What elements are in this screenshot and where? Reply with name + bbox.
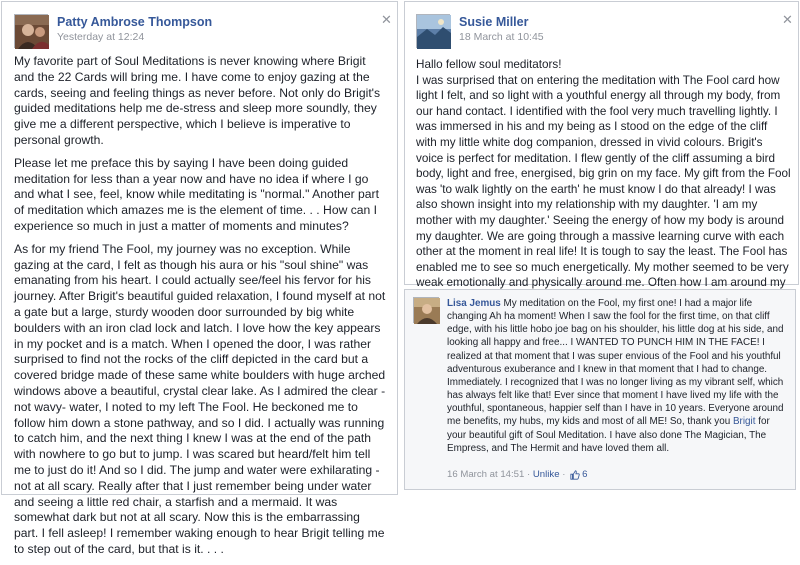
- close-icon[interactable]: ✕: [782, 12, 793, 27]
- profile-photo-icon: [414, 298, 440, 324]
- close-icon[interactable]: ✕: [381, 12, 392, 27]
- like-count[interactable]: 6: [582, 469, 588, 480]
- thumbs-up-icon[interactable]: [570, 470, 580, 480]
- avatar[interactable]: [416, 14, 450, 48]
- post-paragraph: As for my friend The Fool, my journey was no exception. While gazing at the card, I felt as though his aura or his "soul shine" was emanating from his heart. I could actually see/feel his fervor for his journey. After Brigit's beautiful guided relaxation, I found myself at not a gate but a large, sturdy wooden door surrounded by big white boulders with an iron clad lock and latch. I love how the key appears in my pocket and is a match. When I opened the door, I was rather surprised to find not the rocks of the cliff depicted in the card but a covered bridge made of these same white boulders with huge arched windows above a beautiful, crystal clear lake. As I admired the clear - not wavy- water, I noted to my left The Fool. He beckoned me to follow him down a stone pathway, and so I did. I actually was running to catch him, and the next thing I knew I was at the end of the path with nowhere to go but to jump. I was scared but heard/felt him tell me to just do it! And so I did. The jump and water were exhilarating - not at all scary. Really after that I just remember being under water and seeing a little red chair, a starfish and a mermaid. It was somewhat dark but not at all scary. Now this is the embarrassing part. I fell asleep! I remember waking enough to hear Brigit telling me to step out of the card, but that is it. . . .: [14, 241, 386, 556]
- avatar[interactable]: [14, 14, 48, 48]
- comment-text: [447, 297, 787, 455]
- post-header: [416, 14, 544, 48]
- author-name[interactable]: Patty Ambrose Thompson: [57, 15, 213, 29]
- post-text: [14, 54, 386, 565]
- comment-footer: [447, 469, 587, 480]
- post-meta: [459, 14, 544, 44]
- tagged-user-link[interactable]: Brigit: [732, 416, 756, 428]
- post-meta: [57, 14, 212, 44]
- comment-body: My meditation on the Fool, my first one! I had a major life changing Ah ha moment! When I saw the fool for the first time, on that cliff edge, with his little hobo joe bag on his shoulder, his little dog at his side, and looking all happy and free... I WANTED TO PUNCH HIM IN THE FACE! I realized at that moment that I was super envious of the Fool and his youthful adventurous exuberance and I knew in that moment that I had to change. Immediately. I recognized that I was no longer living as my vibrant self, which has always felt like that! Ever since that moment I have lived my life with the youthful, spontaneous, happier self than I have in 10 years. Everyone around me benefits, my hubs, my kids and most of all ME! So, thank you: [447, 298, 784, 428]
- author-name[interactable]: Susie Miller: [459, 15, 529, 29]
- post-paragraph: Please let me preface this by saying I have been doing guided meditation for less than a year now and have no idea if where I go and what I see, feel, know while meditating is "normal." Another part of meditation which amazes me is the element of time. . . How can I experience so much in just a matter of moments and minutes?: [14, 155, 379, 233]
- separator: ·: [559, 469, 569, 480]
- separator: ·: [524, 469, 533, 480]
- post-timestamp[interactable]: Yesterday at 12:24: [57, 31, 145, 43]
- comment-timestamp[interactable]: 16 March at 14:51: [447, 469, 525, 480]
- comment-card-lisa: [404, 289, 796, 490]
- post-paragraph: Hallo fellow soul meditators! I was surprised that on entering the meditation with The Fool card how light I felt, and so light with a youthful energy all through my body, from our hand contact. I identified with the fool very much travelling lightly. I was immersed in his and my being as I stood on the edge of the cliff with my little white dog companion, dressed in vivid colours. Brigit's voice is perfect for meditation. I flew gently of the cliff assuming a bird body, light and free, energised, big grin on my face. My gift from the Fool was 'to walk lightly on the earth' he must know I do that already! I was also shown insight into my relationship with my daughter. 'I am my mother with my daughter.' Seeing the energy of how my body is around my daughter. We are going through a massive learning curve with each other at the moment in real life! It is tough to say the least. The Fool has enabled me to see so much energetically. My mother seemed to be very weak emotionally and physically around me. Often how I am around my: [416, 58, 791, 290]
- comment-body-end: for your beautiful gift of Soul Meditation. I have also done The Magician, The Empress, and The Hermit and have loved them all.: [447, 416, 770, 454]
- comment-author[interactable]: Lisa Jemus: [447, 298, 501, 309]
- post-paragraph: My favorite part of Soul Meditations is never knowing where Brigit and the 22 Cards will bring me. I have come to enjoy gazing at the cards, seeing and feeling things as never before. Not only do Brigit's guided meditations help me de-stress and sleep more soundly, they give me a different perspective, which I believe is imperative to personal growth.: [14, 54, 381, 147]
- profile-photo-icon: [15, 15, 49, 49]
- post-card-susie: [404, 1, 799, 290]
- post-header: [14, 14, 212, 48]
- unlike-button[interactable]: Unlike: [532, 469, 560, 480]
- post-timestamp[interactable]: 18 March at 10:45: [459, 31, 544, 43]
- avatar[interactable]: [413, 297, 439, 323]
- profile-photo-icon: [417, 15, 451, 49]
- post-text: [416, 57, 791, 307]
- post-card-patty: [1, 1, 398, 556]
